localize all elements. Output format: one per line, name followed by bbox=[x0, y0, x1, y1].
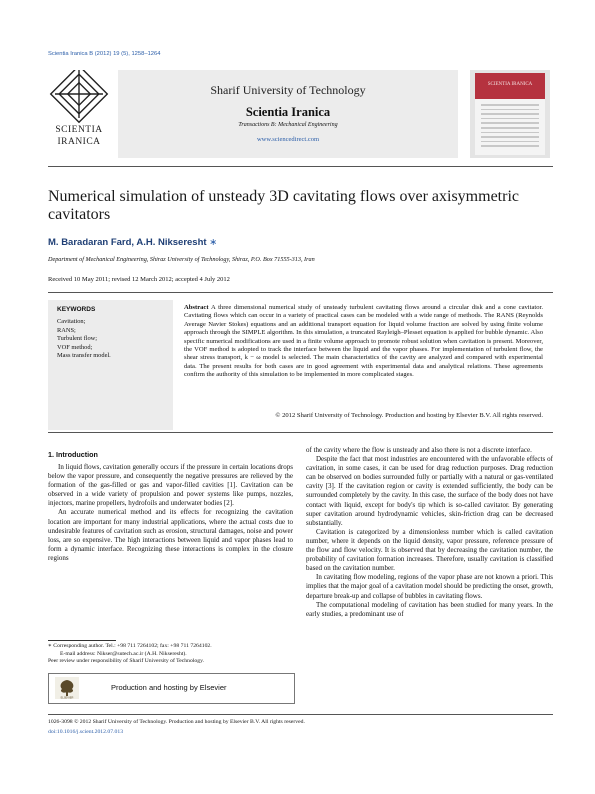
authors-text: M. Baradaran Fard, A.H. Nikseresht bbox=[48, 237, 207, 248]
abstract-top-rule bbox=[48, 292, 553, 293]
keywords-list bbox=[57, 318, 111, 361]
paragraph: Despite the fact that most industries are encountered with the unfavorable effects of cavitation, in some cases, it can be used for drag reduction purposes. Drag reduction can be observed on bodies surrounded fully or partially with a natural or gas-ventilated cavity [3]. If the cavitation region or cavity is extended sufficiently, the body can be surrounded completely by the cavity. In this case, the surface of the body does not have contact with liquid, except for body's tip which is so-called cavitator. By generating super cavitation around hydrodynamic vehicles, skin-friction drag can be decreased substantially. bbox=[306, 455, 553, 527]
elsevier-tree-icon bbox=[55, 677, 79, 699]
abstract bbox=[184, 304, 543, 380]
keywords-heading: KEYWORDS bbox=[57, 306, 96, 313]
footnote-email: E-mail address: Nikser@sutech.ac.ir (A.H. Nikseresht). bbox=[60, 650, 187, 657]
journal-url-link[interactable]: www.sciencedirect.com bbox=[256, 136, 320, 143]
header-rule bbox=[48, 166, 553, 167]
elsevier-production-box bbox=[48, 673, 295, 704]
doi-link[interactable]: doi:10.1016/j.scient.2012.07.013 bbox=[48, 729, 124, 735]
running-head: Scientia Iranica B (2012) 19 (5), 1258–1264 bbox=[48, 51, 161, 57]
keyword-item: RANS; bbox=[57, 326, 76, 334]
paragraph: Cavitation is categorized by a dimensionless number which is called cavitation number, where it depends on the liquid density, vapor pressure, reference pressure of the flow and flow velocity. It is observed that by decreasing the cavitation number, the probability of cavitation formation increases. Therefore, usually cavitation is classified based on the cavitation number. bbox=[306, 527, 553, 573]
footnote-peer-review: Peer review under responsibility of Sharif University of Technology. bbox=[48, 658, 204, 665]
author-list bbox=[48, 237, 217, 248]
abstract-copyright: © 2012 Sharif University of Technology. Production and hosting by Elsevier B.V. All rights reserved. bbox=[275, 412, 543, 419]
paragraph: of the cavity where the flow is unsteady and also there is not a discrete interface. bbox=[306, 446, 532, 454]
keywords-box bbox=[48, 300, 173, 430]
issn-line: 1026-3098 © 2012 Sharif University of Technology. Production and hosting by Elsevier B.V. All rights reserved. bbox=[48, 719, 305, 725]
footnote-rule bbox=[48, 640, 116, 641]
section-heading-introduction: 1. Introduction bbox=[48, 450, 98, 459]
logo-text-scientia: SCIENTIA bbox=[55, 125, 103, 135]
abstract-text: A three dimensional numerical study of unsteady turbulent cavitating flows around a circular disk and a cone cavitator. Cavitating flows which can occur in a variety of practical cases can be modeled with a wide range of methods. The RANS (Reynolds Average Navier Stokes) equations and an additional transport equation for liquid volume fraction are solved by using finite volume approach through the SIMPLE algorithm. In this simulation, a truncated Rayleigh–Plesset equation is applied for bubble dynamic. Also specific numerical modifications are used in a finite volume approach to promote robust solution when cavitation is present. Moreover, the VOF method is adopted to track the interface between the liquid and the vapor phases. For implementation of turbulent flow, the shear stress transport, k − ω model is selected. The main characteristics of the cavity are analyzed and compared with experimental data. The present results for both cases are in good agreement with experimental data and analytical relations. These agreements confirm the authority of this simulation to be implemented in more complicated stages. bbox=[184, 304, 543, 379]
bottom-rule bbox=[48, 714, 553, 715]
paragraph: An accurate numerical method and its effects for recognizing the cavitation location are important for many industrial applications, where the actual costs due to undesirable features of cavitation such as erosion, structural damages, noise and power loss, are so expensive. The high interactions between liquid and vapor phases lead to form a dynamic interface. Recognizing these interactions is complex in the closure regions bbox=[48, 508, 293, 562]
keyword-item: VOF method; bbox=[57, 343, 93, 351]
keyword-item: Mass transfer model. bbox=[57, 352, 111, 359]
affiliation: Department of Mechanical Engineering, Shiraz University of Technology, Shiraz, P.O. Box 71555-313, Iran bbox=[48, 256, 315, 263]
journal-cover-thumbnail bbox=[470, 70, 550, 158]
paragraph: In cavitating flow modeling, regions of the vapor phase are not known a priori. This implies that the major goal of a cavitation model should be predicting the onset, growth, departure break-up and collapse of bubbles in cavitating flows. bbox=[306, 573, 553, 600]
university-name: Sharif University of Technology bbox=[210, 83, 366, 97]
article-title: Numerical simulation of unsteady 3D cavitating flows over axisymmetric cavitators bbox=[48, 188, 519, 223]
scientia-iranica-logo bbox=[46, 70, 112, 160]
corresponding-author-mark[interactable]: ∗ bbox=[209, 237, 218, 248]
transactions-line: Transactions B: Mechanical Engineering bbox=[238, 122, 338, 128]
right-column bbox=[306, 446, 553, 619]
paragraph: The computational modeling of cavitation has been studied for many years. In the early studies, a predominant use of bbox=[306, 600, 553, 618]
abstract-bottom-rule bbox=[48, 432, 553, 433]
logo-text-iranica: IRANICA bbox=[57, 137, 101, 147]
abstract-label: Abstract bbox=[184, 304, 209, 311]
elsevier-label: Production and hosting by Elsevier bbox=[111, 683, 227, 692]
left-column bbox=[48, 463, 293, 563]
footnote-corresponding: ∗ Corresponding author. Tel.: +98 711 7264102; fax: +98 711 7264102. bbox=[48, 643, 212, 649]
paragraph: In liquid flows, cavitation generally occurs if the pressure in certain locations drops below the vapor pressure, and consequently the negative pressures are relieved by the formation of the gas-filled or gas and vapor-filled cavities [1]. Cavitation can be observed in a wide variety of propulsion and power systems like pumps, nozzles, injectors, marine propellers, hydrofoils and underwater bodies [2]. bbox=[48, 463, 293, 508]
svg-text:SCIENTIA IRANICA: SCIENTIA IRANICA bbox=[487, 82, 533, 87]
keyword-item: Turbulent flow; bbox=[57, 335, 98, 342]
journal-header-box bbox=[118, 70, 458, 158]
received-dates: Received 10 May 2011; revised 12 March 2012; accepted 4 July 2012 bbox=[48, 276, 230, 283]
cover-title bbox=[475, 75, 545, 97]
journal-name: Scientia Iranica bbox=[245, 105, 331, 119]
footnotes bbox=[48, 643, 293, 666]
svg-text:ELSEVIER: ELSEVIER bbox=[60, 696, 74, 699]
keyword-item: Cavitation; bbox=[57, 318, 86, 325]
